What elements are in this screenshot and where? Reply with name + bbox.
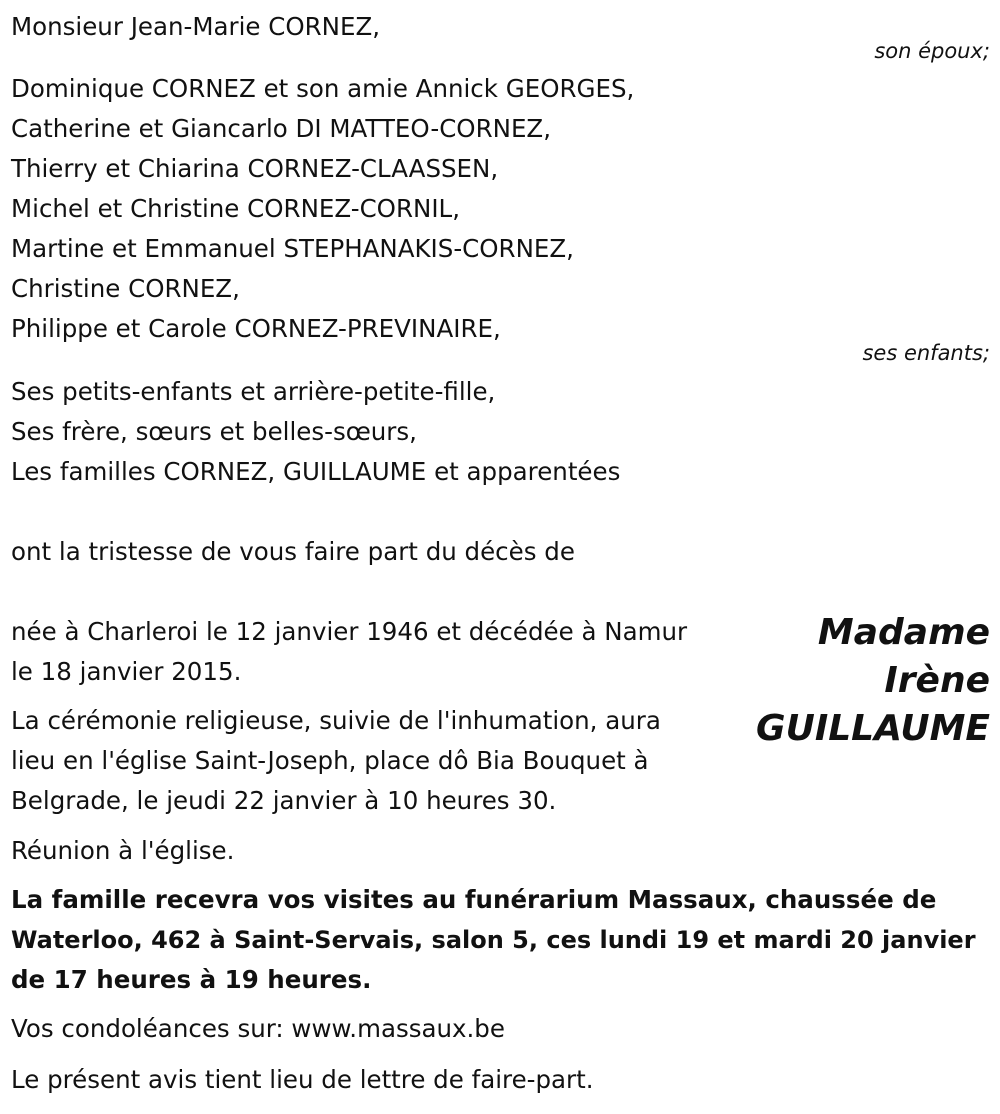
relatives-line: Les familles CORNEZ, GUILLAUME et apparentées (11, 457, 621, 486)
birth-death-line: le 18 janvier 2015. (11, 657, 242, 686)
child-line: Michel et Christine CORNEZ-CORNIL, (11, 194, 460, 223)
relatives-line: Ses petits-enfants et arrière-petite-fille, (11, 377, 496, 406)
ceremony-line: Belgrade, le jeudi 22 janvier à 10 heures 30. (11, 786, 557, 815)
relatives-line: Ses frère, sœurs et belles-sœurs, (11, 417, 417, 446)
meeting-text: Réunion à l'église. (11, 836, 235, 865)
child-line: Martine et Emmanuel STEPHANAKIS-CORNEZ, (11, 234, 574, 263)
visits-line: La famille recevra vos visites au funérarium Massaux, chaussée de (11, 885, 937, 914)
child-line: Catherine et Giancarlo DI MATTEO-CORNEZ, (11, 114, 551, 143)
children-role: ses enfants; (862, 341, 990, 365)
deceased-name-line: Irène (884, 660, 990, 701)
deceased-name-line: GUILLAUME (756, 708, 990, 749)
notice-text: Le présent avis tient lieu de lettre de faire-part. (11, 1065, 594, 1094)
child-line: Philippe et Carole CORNEZ-PREVINAIRE, (11, 314, 501, 343)
birth-death-line: née à Charleroi le 12 janvier 1946 et décédée à Namur (11, 617, 688, 646)
spouse-name: Monsieur Jean-Marie CORNEZ, (11, 12, 381, 41)
ceremony-line: La cérémonie religieuse, suivie de l'inhumation, aura (11, 706, 661, 735)
deceased-name-line: Madame (817, 612, 990, 653)
child-line: Thierry et Chiarina CORNEZ-CLAASSEN, (11, 154, 499, 183)
visits-line: de 17 heures à 19 heures. (11, 965, 372, 994)
ceremony-line: lieu en l'église Saint-Joseph, place dô Bia Bouquet à (11, 746, 649, 775)
child-line: Christine CORNEZ, (11, 274, 240, 303)
visits-line: Waterloo, 462 à Saint-Servais, salon 5, ces lundi 19 et mardi 20 janvier (11, 926, 976, 954)
child-line: Dominique CORNEZ et son amie Annick GEORGES, (11, 74, 635, 103)
condolences-text: Vos condoléances sur: www.massaux.be (11, 1014, 505, 1043)
spouse-role: son époux; (874, 39, 990, 63)
announcement-text: ont la tristesse de vous faire part du décès de (11, 537, 575, 566)
